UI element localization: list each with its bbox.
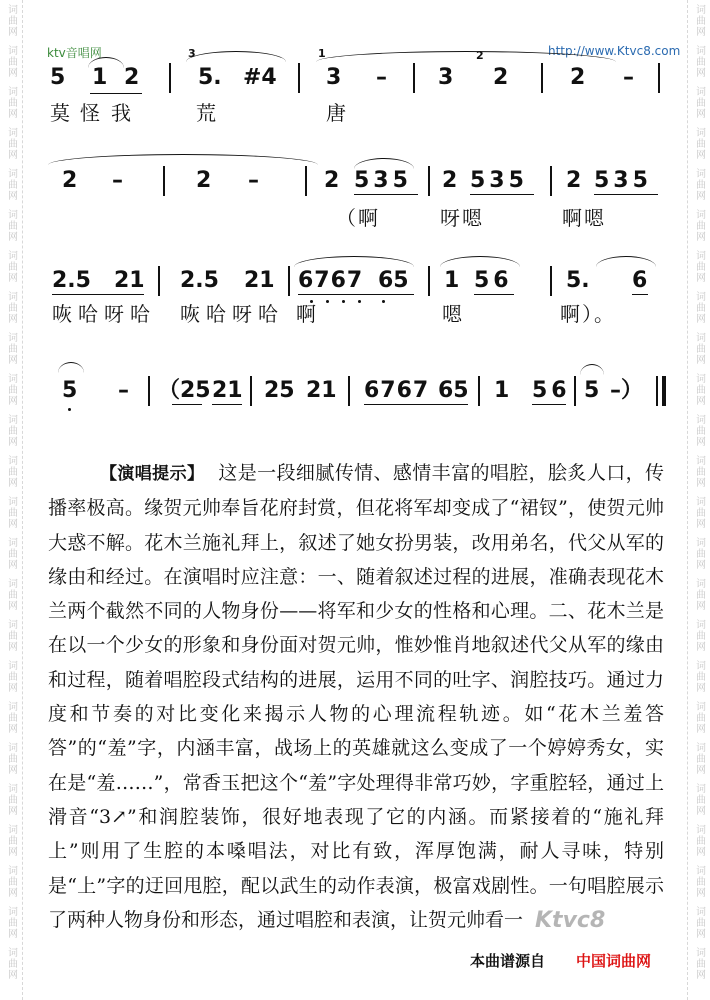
lyric: 哈 (206, 302, 228, 326)
side-watermark: 词曲网 (693, 291, 705, 324)
dash: – (376, 65, 387, 90)
side-watermark: 词曲网 (693, 209, 705, 242)
underline-beam (90, 93, 142, 94)
side-watermark: 词曲网 (5, 414, 17, 447)
barline (288, 266, 290, 296)
note-group: 21 (306, 378, 337, 403)
barline (574, 376, 576, 406)
low-octave-dot (68, 408, 71, 411)
side-watermark: 词曲网 (693, 86, 705, 119)
barline (550, 266, 552, 296)
note-group: 65 (378, 268, 409, 293)
note-group: 535 (594, 168, 652, 193)
side-watermark: 词曲网 (693, 455, 705, 488)
barline (163, 166, 165, 196)
side-watermark: 词曲网 (5, 127, 17, 160)
lyric: 啊）。 (560, 302, 616, 326)
note-group: 6767 (298, 268, 364, 293)
side-watermark: 词曲网 (693, 45, 705, 78)
low-octave-dot (342, 300, 345, 303)
note-group: （25 (158, 378, 211, 403)
dash: –） (610, 378, 644, 403)
note: 2 (566, 168, 582, 193)
note: 5. (198, 65, 222, 90)
barline (348, 376, 350, 406)
side-watermark: 词曲网 (693, 127, 705, 160)
tips-body: 这是一段细腻传情、感情丰富的唱腔，脍炙人口，传播率极高。缘贺元帅奉旨花府封赏，但花将军却变成了“裙钗”，使贺元帅大惑不解。花木兰施礼拜上，叙述了她女扮男装，改用弟名，代父从军的缘由和经过。在演唱时应注意：一、随着叙述过程的进展，准确表现花木兰两个截然不同的人物身份——将军和少女的性格和心理。二、花木兰是在以一个少女的形象和身份面对贺元帅，惟妙惟肖地叙述代父从军的缘由和过程，随着唱腔段式结构的进展，运用不同的吐字、润腔技巧。通过力度和节奏的对比变化来揭示人物的心理流程轨迹。如“花木兰羞答答”的“羞”字，内涵丰富，战场上的英雄就这么变成了一个婷婷秀女，实在是“羞……”，常香玉把这个“羞”字处理得非常巧妙，字重腔轻，通过上滑音“3↗”和润腔装饰，很好地表现了它的内涵。而紧接着的“施礼拜上”则用了生腔的本嗓唱法，对比有致，浑厚饱满，耐人寻味，特别是“上”字的迂回甩腔，配以武生的动作表演，极富戏剧性。一句唱腔展示了两种人物身份和形态，通过唱腔和表演，让贺元帅看一 (48, 462, 664, 931)
note: #4 (243, 65, 277, 90)
underline-beam (354, 194, 418, 195)
lyric: 唐 (326, 101, 348, 125)
side-watermark: 词曲网 (5, 250, 17, 283)
side-watermark: 词曲网 (5, 824, 17, 857)
lyric: 呀 (104, 302, 126, 326)
barline (169, 63, 171, 93)
note: 1 (92, 65, 108, 90)
grace-note: 3 (188, 47, 196, 60)
performance-tips (48, 456, 664, 937)
note-group: 535 (354, 168, 412, 193)
tips-heading: 【演唱提示】 (100, 464, 205, 484)
note-group: 6767 (364, 378, 430, 403)
lyric: 哈 (130, 302, 152, 326)
note: 1 (494, 378, 510, 403)
slur (294, 256, 414, 267)
note: 5 (62, 378, 78, 403)
source-site-link[interactable]: 中国词曲网 (576, 952, 652, 970)
side-watermark: 词曲网 (693, 414, 705, 447)
barline (428, 266, 430, 296)
barline (658, 63, 660, 93)
note: 2 (442, 168, 458, 193)
barline (656, 376, 658, 406)
side-watermark: 词曲网 (5, 291, 17, 324)
slur (440, 256, 520, 267)
side-watermark: 词曲网 (693, 578, 705, 611)
note: 21 (244, 268, 275, 293)
side-watermark: 词曲网 (693, 783, 705, 816)
score-row-3 (48, 262, 670, 332)
side-watermark: 词曲网 (693, 865, 705, 898)
fermata (58, 362, 84, 373)
side-watermark: 词曲网 (693, 701, 705, 734)
barline (298, 63, 300, 93)
barline (305, 166, 307, 196)
note: 2 (324, 168, 340, 193)
side-watermark: 词曲网 (5, 742, 17, 775)
underline-beam (532, 404, 566, 405)
lyric: 哈 (78, 302, 100, 326)
side-watermark: 词曲网 (693, 947, 705, 980)
lyric: 嗯 (442, 302, 464, 326)
note: 2 (196, 168, 212, 193)
note-group: 25 (264, 378, 295, 403)
source-label: 本曲谱源自 (470, 952, 546, 970)
barline (158, 266, 160, 296)
slur (596, 256, 656, 267)
side-watermark: 词曲网 (5, 332, 17, 365)
right-watermark-column (687, 0, 710, 1000)
side-watermark: 词曲网 (693, 168, 705, 201)
grace-note: 2 (476, 49, 484, 62)
underline-beam (474, 294, 514, 295)
note: 21 (114, 268, 145, 293)
slur (48, 154, 318, 165)
side-watermark: 词曲网 (5, 578, 17, 611)
lyric: 啊 (296, 302, 318, 326)
note: 2 (124, 65, 140, 90)
watermark-corner: Ktvc8 (535, 908, 606, 933)
low-octave-dot (382, 300, 385, 303)
dash: – (248, 168, 259, 193)
side-watermark: 词曲网 (5, 783, 17, 816)
side-watermark: 词曲网 (693, 660, 705, 693)
note: 2 (493, 65, 509, 90)
side-watermark: 词曲网 (5, 660, 17, 693)
side-watermark: 词曲网 (5, 701, 17, 734)
lyric: 啊嗯 (562, 206, 606, 230)
note: 2 (570, 65, 586, 90)
left-watermark-column (0, 0, 23, 1000)
barline (428, 166, 430, 196)
underline-beam (364, 404, 468, 405)
note: 1 (444, 268, 460, 293)
barline (550, 166, 552, 196)
side-watermark: 词曲网 (693, 537, 705, 570)
underline-beam (594, 194, 658, 195)
lyric: 呀嗯 (440, 206, 484, 230)
underline-beam (298, 294, 414, 295)
score-row-4 (48, 372, 670, 422)
final-barline (662, 376, 666, 406)
watermark-top-right: http://www.Ktvc8.com (548, 44, 681, 58)
score-row-2 (48, 160, 670, 230)
note: 2.5 (180, 268, 219, 293)
side-watermark: 词曲网 (5, 373, 17, 406)
barline (250, 376, 252, 406)
slur (88, 57, 124, 68)
note: 5. (566, 268, 590, 293)
barline (478, 376, 480, 406)
note-group: 56 (474, 268, 513, 293)
lyric: 莫 (50, 101, 72, 125)
side-watermark: 词曲网 (5, 168, 17, 201)
slur (354, 158, 414, 169)
side-watermark: 词曲网 (693, 742, 705, 775)
lyric: 荒 (196, 101, 218, 125)
side-watermark: 词曲网 (5, 947, 17, 980)
underline-beam (172, 404, 202, 405)
lyric: 哈 (258, 302, 280, 326)
barline (413, 63, 415, 93)
low-octave-dot (326, 300, 329, 303)
lyric: 咴 (180, 302, 202, 326)
side-watermark: 词曲网 (5, 865, 17, 898)
note-group: 56 (532, 378, 571, 403)
lyric: 咴 (52, 302, 74, 326)
side-watermark: 词曲网 (693, 4, 705, 37)
side-watermark: 词曲网 (5, 537, 17, 570)
note: 5 (584, 378, 600, 403)
side-watermark: 词曲网 (5, 209, 17, 242)
note: 3 (326, 65, 342, 90)
lyric: 我 (111, 101, 133, 125)
note-group: 535 (470, 168, 528, 193)
side-watermark: 词曲网 (693, 619, 705, 652)
lyric: （啊 (336, 206, 380, 230)
side-watermark: 词曲网 (693, 906, 705, 939)
dash: – (112, 168, 123, 193)
barline (541, 63, 543, 93)
lyric: 怪 (80, 101, 102, 125)
side-watermark: 词曲网 (693, 332, 705, 365)
side-watermark: 词曲网 (5, 906, 17, 939)
low-octave-dot (358, 300, 361, 303)
side-watermark: 词曲网 (693, 250, 705, 283)
slur (186, 51, 286, 62)
underline-beam (212, 404, 242, 405)
barline (148, 376, 150, 406)
dash: – (118, 378, 129, 403)
side-watermark: 词曲网 (5, 86, 17, 119)
note: 5 (50, 65, 66, 90)
side-watermark: 词曲网 (5, 619, 17, 652)
note: 2 (62, 168, 78, 193)
lyric: 呀 (232, 302, 254, 326)
underline-beam (52, 294, 144, 295)
note: 3 (438, 65, 454, 90)
note-group: 65 (438, 378, 469, 403)
side-watermark: 词曲网 (5, 4, 17, 37)
side-watermark: 词曲网 (5, 455, 17, 488)
fermata (580, 364, 604, 375)
underline-beam (470, 194, 534, 195)
side-watermark: 词曲网 (693, 824, 705, 857)
watermark-top-left: ktv音唱网 (47, 46, 102, 60)
side-watermark: 词曲网 (5, 496, 17, 529)
dash: – (623, 65, 634, 90)
tips-paragraph (48, 456, 664, 937)
note: 2.5 (52, 268, 91, 293)
side-watermark: 词曲网 (693, 496, 705, 529)
grace-note: 1 (318, 47, 326, 60)
note: 6 (632, 268, 648, 293)
note-group: 21 (212, 378, 243, 403)
side-watermark: 词曲网 (5, 45, 17, 78)
underline-beam (632, 294, 648, 295)
side-watermark: 词曲网 (693, 373, 705, 406)
